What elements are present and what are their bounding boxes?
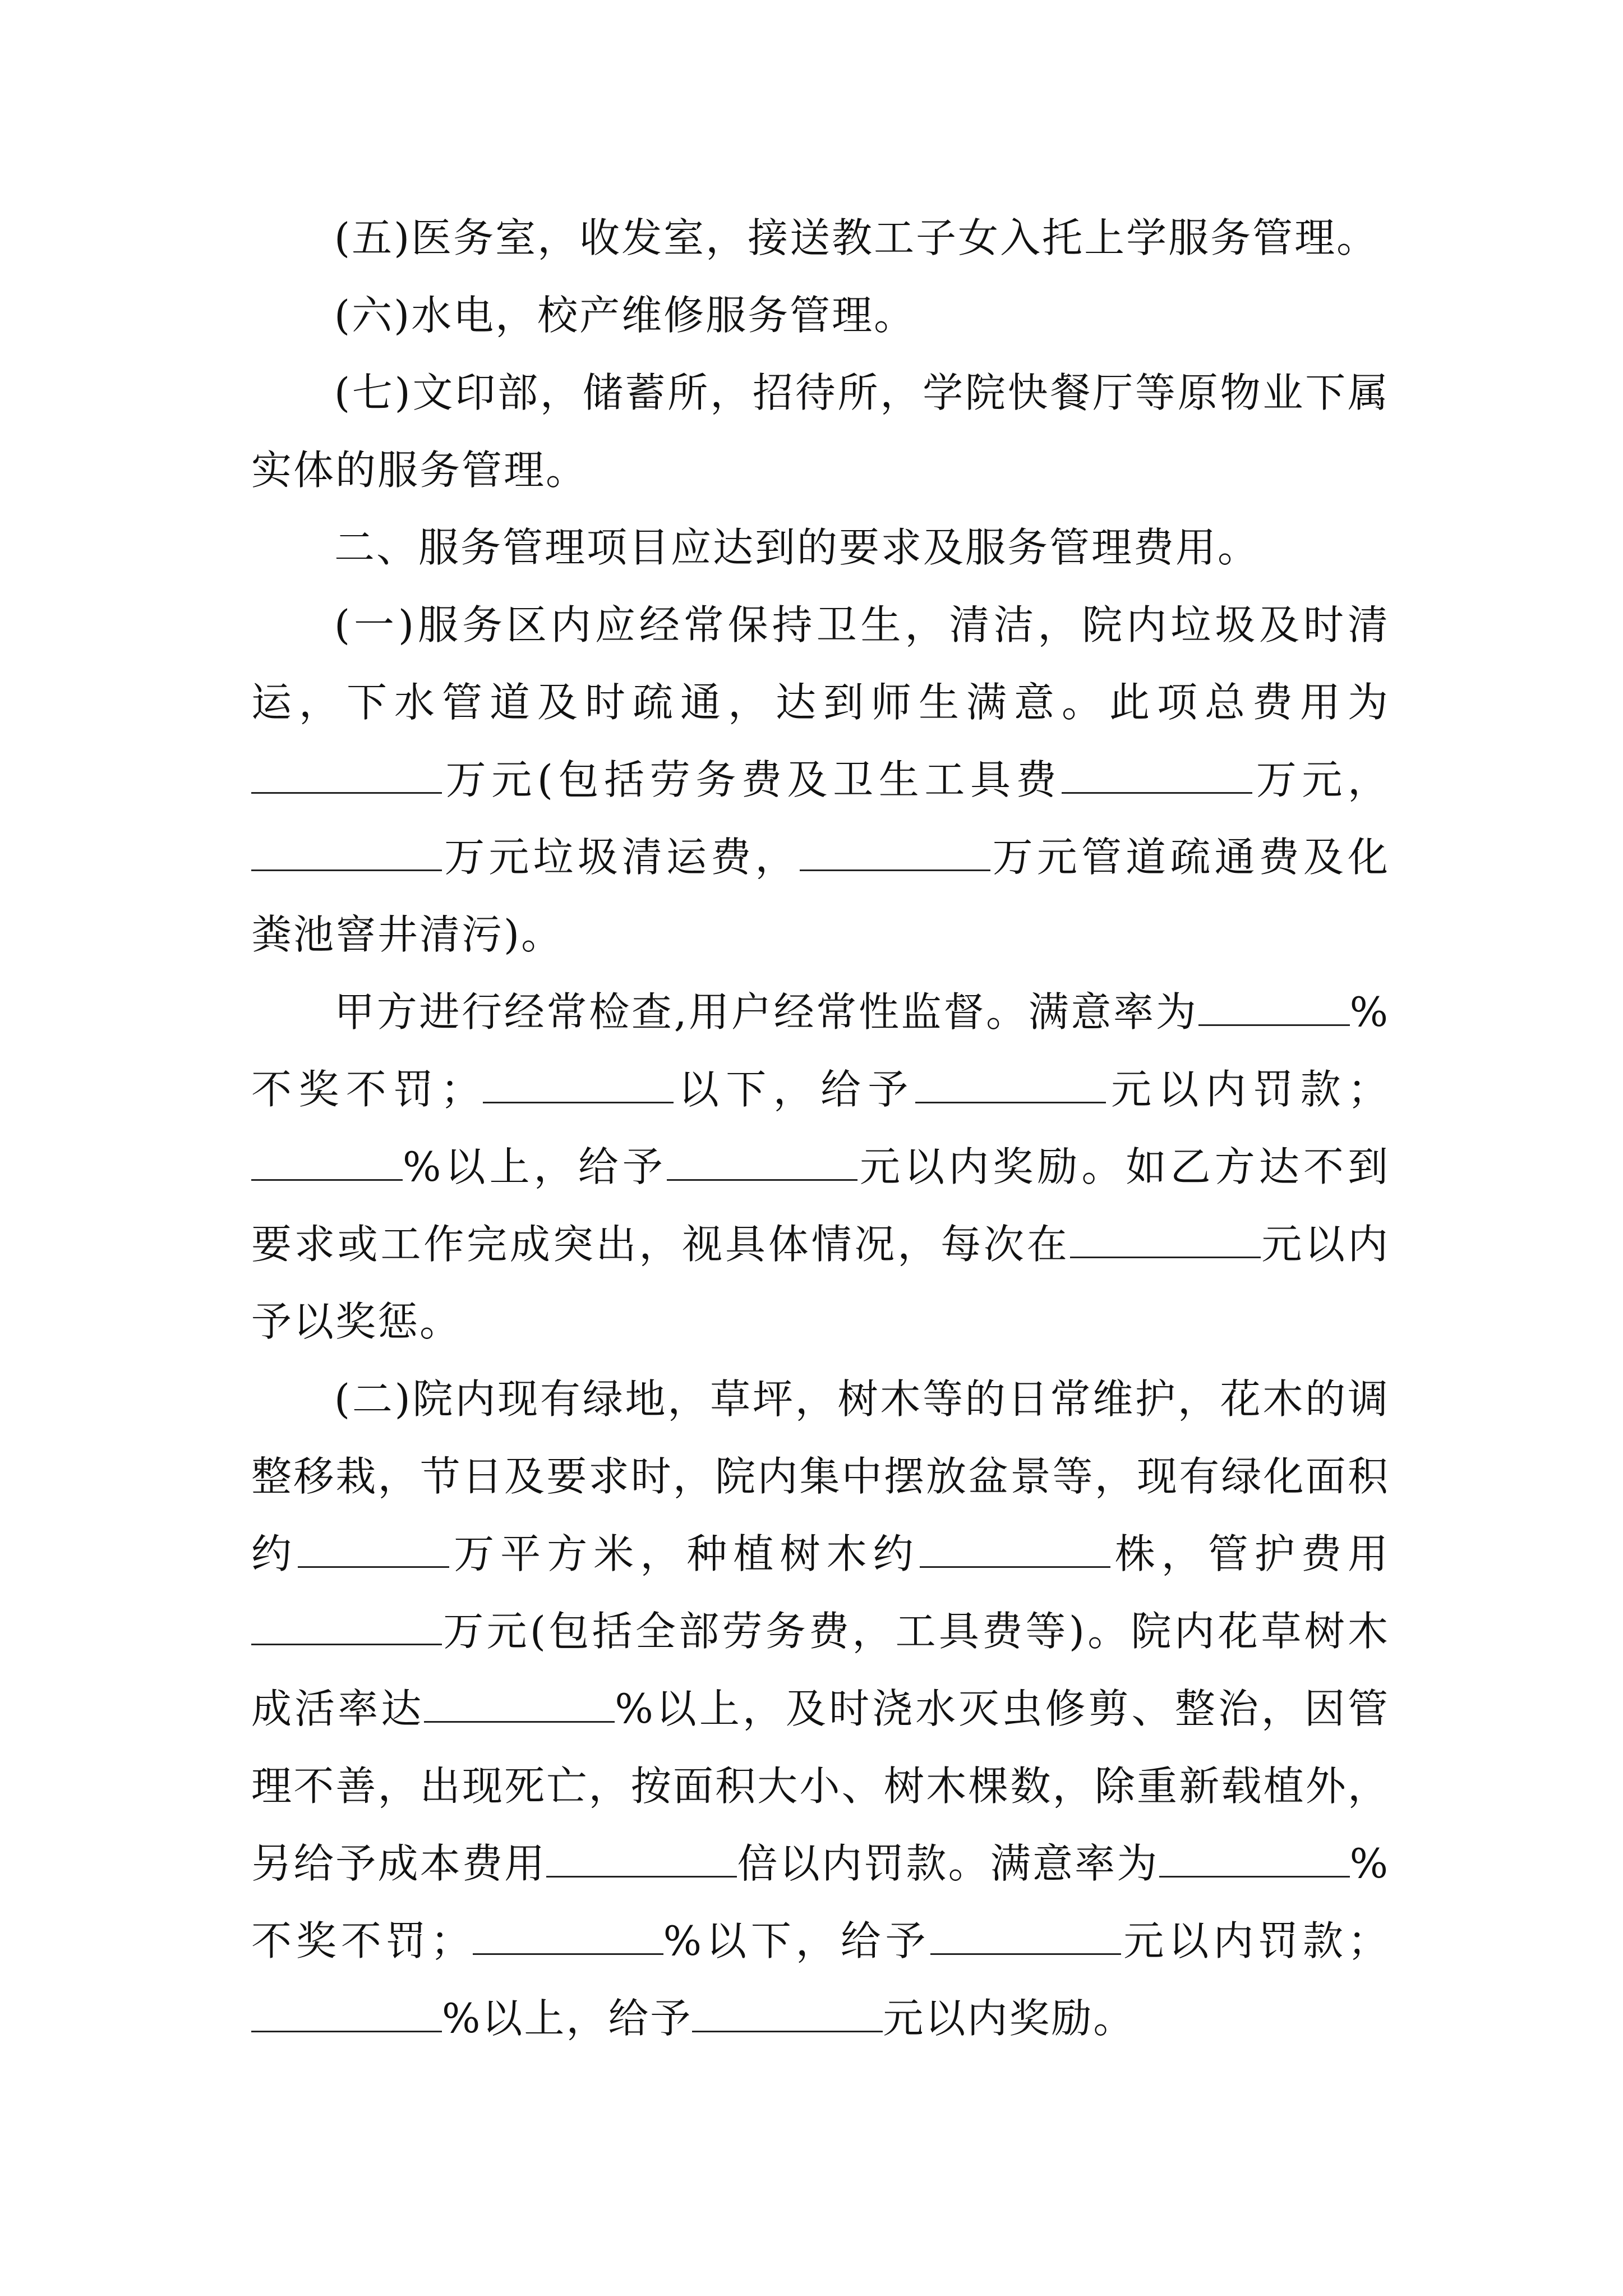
section-heading-text: 二、服务管理项目应达到的要求及服务管理费用。 <box>334 524 1260 571</box>
fill-blank <box>251 755 442 794</box>
document-body <box>251 199 1390 2057</box>
text-run: 万元， <box>1252 756 1390 803</box>
fill-blank <box>251 832 442 871</box>
text-run: 万元管道疏通费及化粪池窨井清污)。 <box>251 834 1390 958</box>
text-run: %以上，及时浇水灭虫修剪、整治，因管理不善，出现死亡，按面积大小、树木棵数，除重新载植外，另给予成本费用 <box>251 1685 1390 1887</box>
text-run: 株，管护费用 <box>1110 1530 1390 1577</box>
text-run: %不奖不罚； <box>251 988 1390 1113</box>
text-run: 万元(包括全部劳务费，工具费等)。院内花草树木成活率达 <box>251 1608 1390 1732</box>
paragraph-item-7 <box>251 354 1390 509</box>
fill-blank <box>483 1065 674 1103</box>
fill-blank <box>1198 987 1350 1026</box>
fill-blank <box>1062 755 1252 794</box>
fill-blank <box>667 1142 857 1181</box>
text-run: 万平方米，种植树木约 <box>449 1530 920 1577</box>
text-run: %以上，给予 <box>442 1995 693 2042</box>
paragraph-text: (七)文印部，储蓄所，招待所，学院快餐厅等原物业下属实体的服务管理。 <box>251 369 1390 494</box>
text-run: (二)院内现有绿地，草坪，树木等的日常维护，花木的调整移栽，节日及要求时，院内集中摆放盆景等，现有绿化面积约 <box>251 1375 1390 1577</box>
text-run: 万元垃圾清运费， <box>442 834 800 881</box>
text-run: 以下，给予 <box>673 1066 915 1113</box>
fill-blank <box>298 1529 449 1568</box>
text-run: %以上，给予 <box>403 1143 667 1190</box>
fill-blank <box>930 1916 1121 1955</box>
paragraph-inspection <box>251 973 1390 1360</box>
fill-blank <box>800 832 990 871</box>
text-run: 元以内奖励。如乙方达不到要求或工作完成突出，视具体情况，每次在 <box>251 1143 1390 1268</box>
paragraph-item-6 <box>251 277 1390 354</box>
text-run: 甲方进行经常检查,用户经常性监督。满意率为 <box>334 988 1198 1036</box>
text-run: 元以内罚款； <box>1105 1066 1390 1113</box>
section-heading-2 <box>251 509 1390 586</box>
text-run: 元以内予以奖惩。 <box>251 1221 1390 1345</box>
text-run: 万元(包括劳务费及卫生工具费 <box>442 756 1062 803</box>
text-run: (一)服务区内应经常保持卫生，清洁，院内垃圾及时清运，下水管道及时疏通，达到师生满意。此项总费用为 <box>251 601 1390 726</box>
text-run: 元以内奖励。 <box>883 1995 1136 2042</box>
fill-blank <box>251 1994 442 2032</box>
fill-blank <box>1070 1220 1261 1258</box>
fill-blank <box>424 1684 615 1723</box>
fill-blank <box>251 1142 403 1181</box>
fill-blank <box>1159 1839 1350 1878</box>
paragraph-sanitation <box>251 586 1390 973</box>
fill-blank <box>546 1839 737 1878</box>
fill-blank <box>915 1065 1106 1103</box>
fill-blank <box>473 1916 663 1955</box>
text-run: 元以内罚款； <box>1121 1917 1390 1964</box>
paragraph-text: (六)水电，校产维修服务管理。 <box>334 292 916 339</box>
paragraph-greening <box>251 1360 1390 2057</box>
paragraph-text: (五)医务室，收发室，接送教工子女入托上学服务管理。 <box>334 214 1379 261</box>
text-run: 倍以内罚款。满意率为 <box>737 1840 1159 1887</box>
text-run: %以下，给予 <box>663 1917 930 1964</box>
fill-blank <box>920 1529 1110 1568</box>
fill-blank <box>692 1994 883 2032</box>
paragraph-item-5 <box>251 199 1390 277</box>
text-run: %不奖不罚； <box>251 1840 1390 1964</box>
fill-blank <box>251 1607 442 1645</box>
